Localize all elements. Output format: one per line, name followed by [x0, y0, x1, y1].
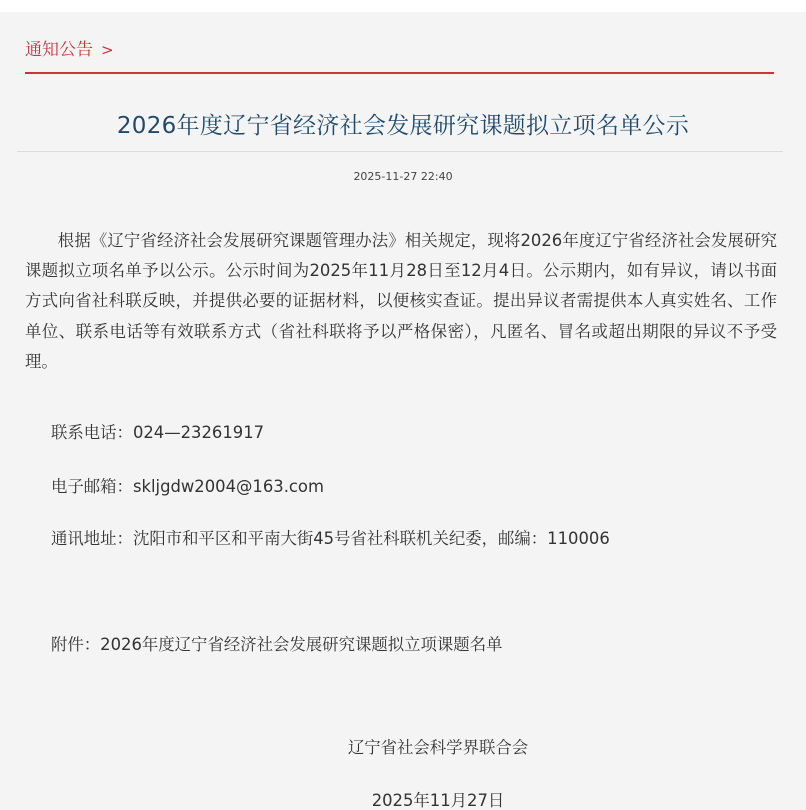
contact-phone: 联系电话：024—23261917	[51, 423, 265, 442]
contact-address: 通讯地址：沈阳市和平区和平南大街45号省社科联机关纪委，邮编：110006	[51, 529, 610, 548]
publish-datetime: 2025-11-27 22:40	[353, 170, 453, 183]
attachment-link[interactable]: 附件：2026年度辽宁省经济社会发展研究课题拟立项课题名单	[51, 635, 503, 654]
breadcrumb-label: 通知公告	[25, 40, 93, 60]
contact-email: 电子邮箱：skljgdw2004@163.com	[51, 477, 324, 496]
article-body: 根据《辽宁省经济社会发展研究课题管理办法》相关规定，现将2026年度辽宁省经济社会发展研究课题拟立项名单予以公示。公示时间为2025年11月28日至12月4日。公示期内，如有异议，请以书面方式向省社科联反映，并提供必要的证据材料，以便核实查证。提出异议者需提供本人真实姓名、工作单位、联系电话等有效联系方式（省社科联将予以严格保密），凡匿名、冒名或超出期限的异议不予受理。	[25, 231, 777, 371]
signature-organization: 辽宁省社会科学界联合会	[347, 738, 529, 757]
breadcrumb-separator: >	[101, 41, 114, 59]
article-title: 2026年度辽宁省经济社会发展研究课题拟立项名单公示	[116, 113, 690, 139]
signature-date: 2025年11月27日	[371, 791, 505, 810]
title-divider	[17, 151, 783, 152]
breadcrumb	[25, 40, 774, 74]
breadcrumb-link-notices[interactable]	[25, 40, 114, 60]
